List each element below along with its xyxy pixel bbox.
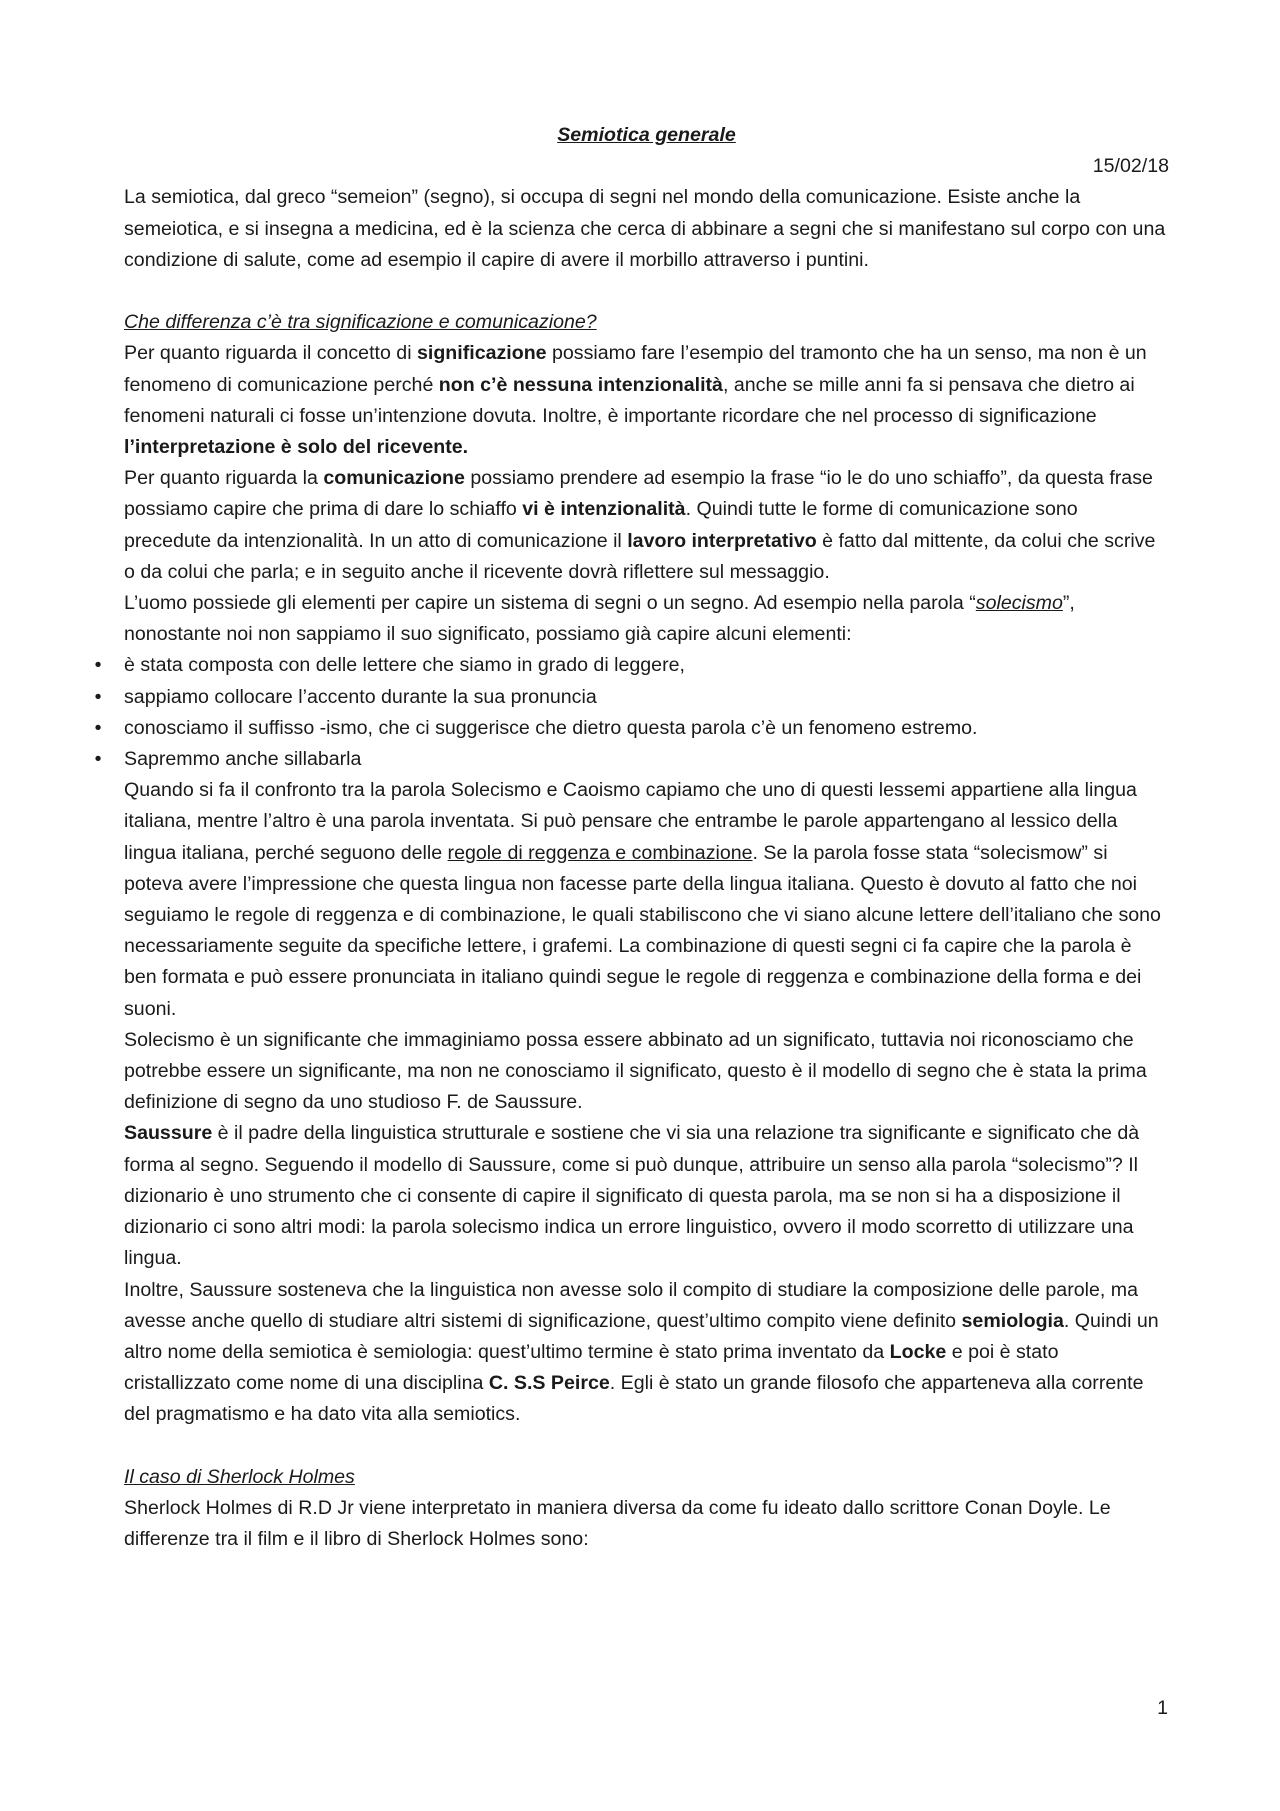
blank-line (124, 1431, 1169, 1462)
section-heading-sherlock: Il caso di Sherlock Holmes (124, 1465, 355, 1488)
document-title: Semiotica generale (557, 124, 736, 146)
text-run: ”, nonostante noi non sappiamo il suo significato, possiamo già capire alcuni elementi: (124, 592, 1075, 646)
bold-term: semiologia (961, 1309, 1064, 1332)
bold-term: vi è intenzionalità (522, 498, 686, 521)
document-body (94, 120, 1169, 1555)
bold-term: significazione (417, 342, 547, 365)
paragraph-comunicazione (124, 463, 1169, 588)
list-item-text: è stata composta con delle lettere che siamo in grado di leggere, (124, 654, 685, 677)
text-run: e poi è stato cristallizzato come nome di una disciplina (124, 1340, 1059, 1395)
bullet-icon: • (94, 685, 102, 708)
text-run: Quando si fa il confronto tra la parola Solecismo e Caoismo capiamo che uno di questi lessemi appartiene alla lingua italiana, mentre l’altro è una parola inventata. Si può pensare che entrambe le parole appartengano al lessico della lingua italiana, perché seguono delle (124, 779, 1137, 864)
text-run: è fatto dal mittente, da colui che scrive o da colui che parla; e in seguito anche il ricevente dovrà riflettere sul messaggio. (124, 529, 1156, 583)
text-run: . Quindi tutte le forme di comunicazione sono precedute da intenzionalità. In un atto di comunicazione il (124, 498, 1078, 552)
bold-term: non c’è nessuna intenzionalità (438, 373, 723, 396)
paragraph-sherlock: Sherlock Holmes di R.D Jr viene interpretato in maniera diversa da come fu ideato dallo scrittore Conan Doyle. Le differenze tra il film e il libro di Sherlock Holmes sono: (124, 1496, 1111, 1551)
list-item (94, 713, 1169, 744)
paragraph-solecismo-intro (124, 588, 1169, 650)
italic-underlined-term: solecismo (975, 592, 1063, 615)
blank-line (124, 276, 1169, 307)
bold-term: l’interpretazione è solo del ricevente. (124, 436, 469, 459)
list-item-text: sappiamo collocare l’accento durante la sua pronuncia (124, 685, 597, 708)
list-item (94, 682, 1169, 713)
bold-term: Locke (889, 1340, 947, 1363)
text-run: . Egli è stato un grande filosofo che apparteneva alla corrente del pragmatismo e ha dato vita alla semiotics. (124, 1372, 1144, 1426)
list-item (94, 744, 1169, 775)
bold-term: Saussure (124, 1122, 213, 1145)
paragraph-significazione (124, 338, 1169, 463)
list-item-text: conosciamo il suffisso -ismo, che ci suggerisce che dietro questa parola c’è un fenomeno estremo. (124, 716, 978, 739)
bullet-icon: • (94, 716, 102, 739)
text-run: Per quanto riguarda il concetto di (124, 342, 417, 365)
text-run: Inoltre, Saussure sosteneva che la linguistica non avesse solo il compito di studiare la composizione delle parole, ma avesse anche quello di studiare altri sistemi di significazione, quest’ultimo compito viene definito (124, 1278, 1138, 1332)
bold-term: C. S.S Peirce (488, 1372, 610, 1395)
list-item (94, 650, 1169, 681)
section-heading-significazione: Che differenza c’è tra significazione e comunicazione? (124, 311, 597, 334)
text-run: possiamo prendere ad esempio la frase “io le do uno schiaffo”, da questa frase possiamo capire che prima di dare lo schiaffo (124, 467, 1153, 521)
text-run: Per quanto riguarda la (124, 467, 324, 490)
paragraph-semiologia (124, 1275, 1169, 1431)
bullet-icon: • (94, 748, 102, 771)
paragraph-significante: Solecismo è un significante che immaginiamo possa essere abbinato ad un significato, tuttavia noi riconosciamo che potrebbe essere un significante, ma non ne conosciamo il significato, questo è il modello di segno che è stata la prima definizione di segno da uno studioso F. de Saussure. (124, 1028, 1147, 1114)
text-run: L’uomo possiede gli elementi per capire un sistema di segni o un segno. Ad esempio nella parola “ (124, 592, 976, 615)
bullet-icon: • (94, 654, 102, 677)
intro-paragraph: La semiotica, dal greco “semeion” (segno), si occupa di segni nel mondo della comunicazione. Esiste anche la semeiotica, e si insegna a medicina, ed è la scienza che cerca di abbinare a segni che si manifestano sul corpo con una condizione di salute, come ad esempio il capire di avere il morbillo attraverso i puntini. (124, 186, 1166, 271)
text-run: . Quindi un altro nome della semiotica è semiologia: quest’ultimo termine è stato prima inventato da (124, 1309, 1159, 1363)
document-date: 15/02/18 (1092, 155, 1169, 178)
text-run: possiamo fare l’esempio del tramonto che ha un senso, ma non è un fenomeno di comunicazione perché (124, 342, 1147, 396)
paragraph-reggenza (124, 775, 1169, 1025)
text-run: è il padre della linguistica strutturale e sostiene che vi sia una relazione tra significante e significato che dà forma al segno. Seguendo il modello di Saussure, come si può dunque, attribuire un senso alla parola “solecismo”? Il dizionario è uno strumento che ci consente di capire il significato di questa parola, ma se non si ha a disposizione il dizionario ci sono altri modi: la parola solecismo indica un errore linguistico, ovvero il modo scorretto di utilizzare una lingua. (124, 1122, 1140, 1270)
list-item-text: Sapremmo anche sillabarla (124, 748, 362, 771)
page-number: 1 (1157, 1697, 1168, 1719)
bold-term: lavoro interpretativo (627, 529, 817, 552)
text-run: . Se la parola fosse stata “solecismow” si poteva avere l’impressione che questa lingua non facesse parte della lingua italiana. Questo è dovuto al fatto che noi seguiamo le regole di reggenza e di combinazione, le quali stabiliscono che vi siano alcune lettere dell’italiano che sono necessariamente seguite da specifiche lettere, i grafemi. La combinazione di questi segni ci fa capire che la parola è ben formata e può essere pronunciata in italiano quindi segue le regole di reggenza e combinazione della forma e dei suoni. (124, 841, 1161, 1020)
paragraph-saussure (124, 1118, 1169, 1274)
bullet-list (94, 650, 1169, 775)
bold-term: comunicazione (323, 467, 465, 490)
text-run: , anche se mille anni fa si pensava che dietro ai fenomeni naturali ci fosse un’intenzione dovuta. Inoltre, è importante ricordare che nel processo di significazione (124, 373, 1135, 427)
underlined-term: regole di reggenza e combinazione (447, 841, 753, 864)
